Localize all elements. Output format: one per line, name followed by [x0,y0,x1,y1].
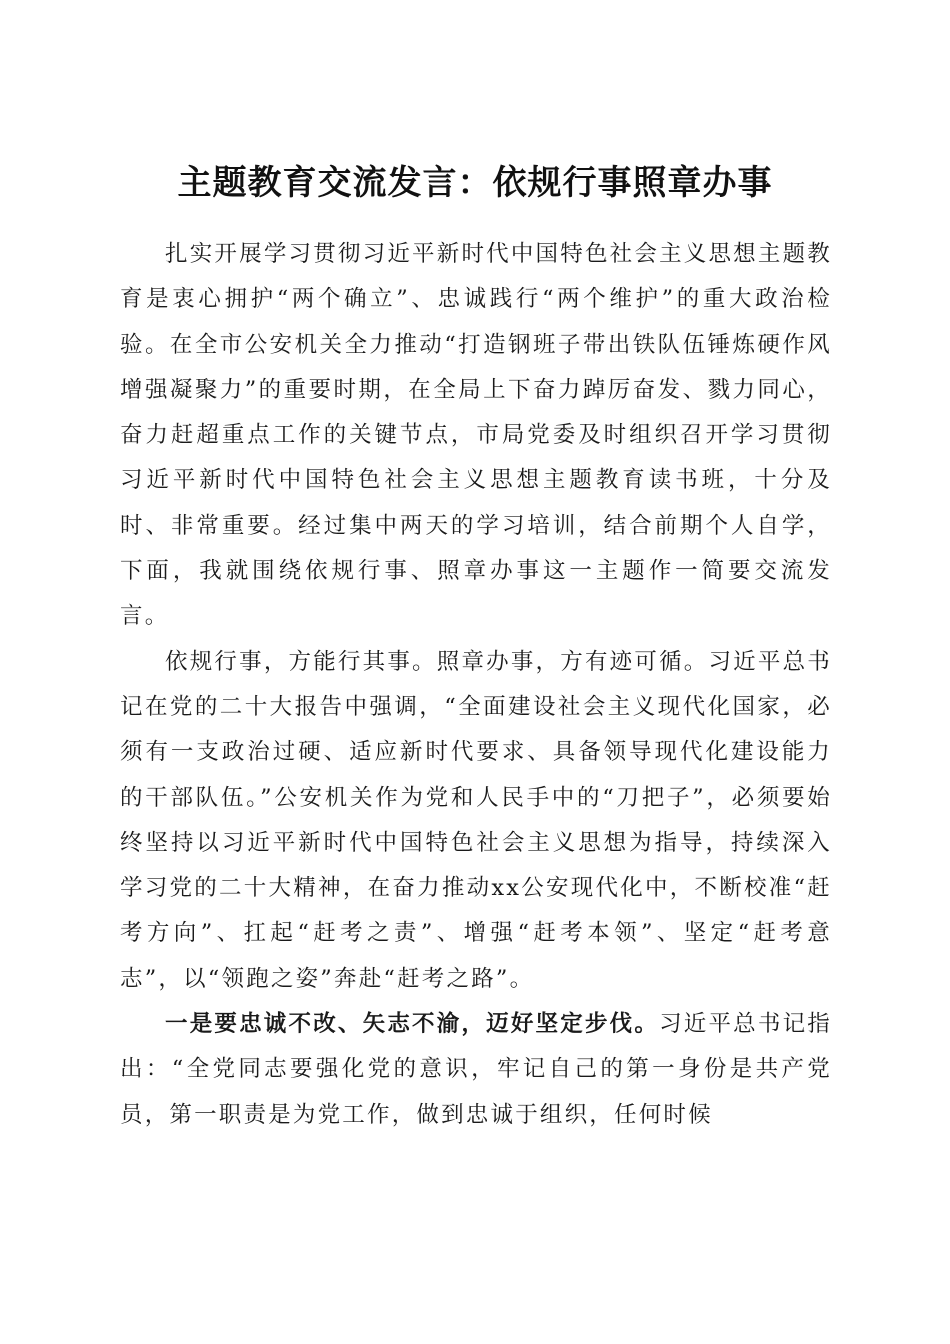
paragraph-principle [120,640,832,1002]
paragraph-lead-heading: 一是要忠诚不改、矢志不渝，迈好坚定步伐。 [165,1011,660,1038]
paragraph-text: 依规行事，方能行其事。照章办事，方有迹可循。习近平总书记在党的二十大报告中强调，“全面建设社会主义现代化国家，必须有一支政治过硬、适应新时代要求、具备领导现代化建设能力的干部队伍。”公安机关作为党和人民手中的“刀把子”，必须要始终坚持以习近平新时代中国特色社会主义思想为指导，持续深入学习党的二十大精神，在奋力推动xx公安现代化中，不断校准“赶考方向”、扛起“赶考之责”、增强“赶考本领”、坚定“赶考意志”，以“领跑之姿”奔赴“赶考之路”。 [120,648,832,992]
paragraph-text: 习近平总书记指出：“全党同志要强化党的意识，牢记自己的第一身份是共产党员，第一职责是为党工作，做到忠诚于组织，任何时候 [120,1011,832,1128]
paragraph-intro [120,232,832,640]
paragraph-point-one [120,1002,832,1138]
paragraph-text: 扎实开展学习贯彻习近平新时代中国特色社会主义思想主题教育是衷心拥护“两个确立”、忠诚践行“两个维护”的重大政治检验。在全市公安机关全力推动“打造钢班子带出铁队伍锤炼硬作风增强凝聚力”的重要时期，在全局上下奋力踔厉奋发、戮力同心，奋力赶超重点工作的关键节点，市局党委及时组织召开学习贯彻习近平新时代中国特色社会主义思想主题教育读书班，十分及时、非常重要。经过集中两天的学习培训，结合前期个人自学，下面，我就围绕依规行事、照章办事这一主题作一简要交流发言。 [120,241,832,630]
document-title: 主题教育交流发言：依规行事照章办事 [177,162,773,203]
document-body [120,232,832,1138]
